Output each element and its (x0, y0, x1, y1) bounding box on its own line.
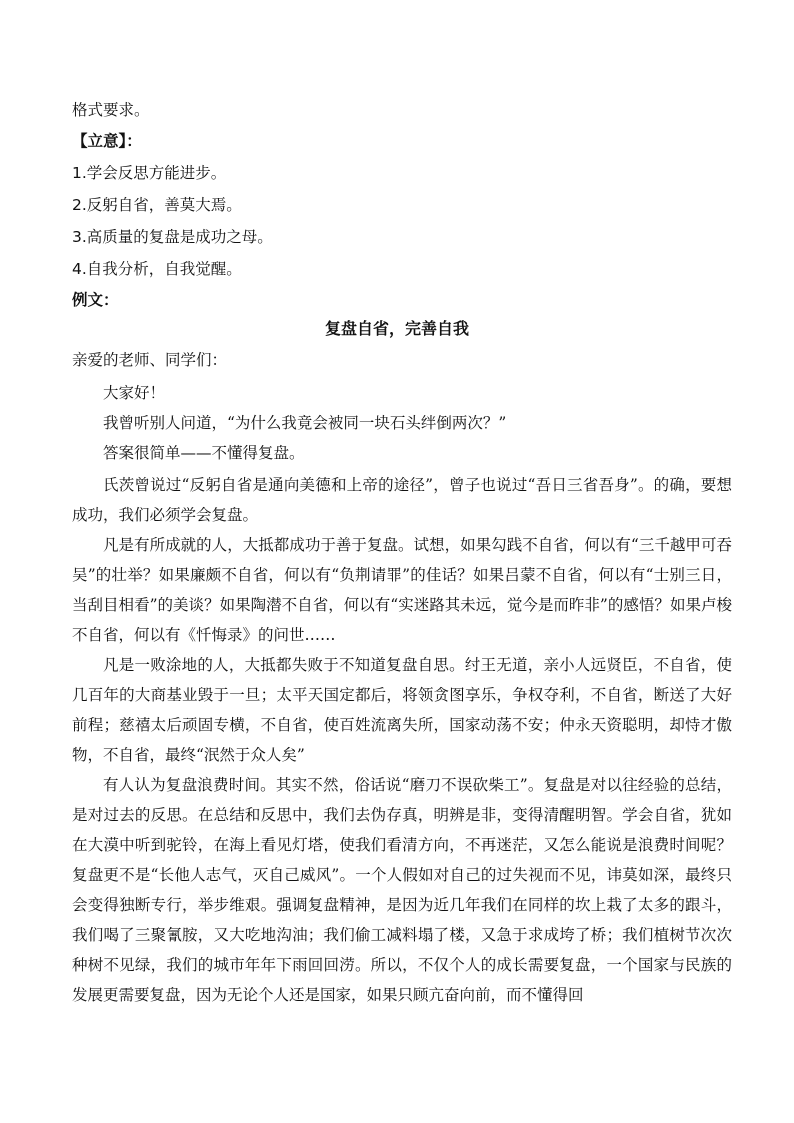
liyi-item-3: 3.高质量的复盘是成功之母。 (72, 228, 273, 246)
essay-paragraph-3: 凡是一败涂地的人，大抵都失败于不知道复盘自思。纣王无道，亲小人远贤臣，不自省，使几百年的大商基业毁于一旦；太平天国定都后，将领贪图享乐，争权夺利，不自省，断送了大好前程；慈禧太后顽固专横，不自省，使百姓流离失所，国家动荡不安；仲永天资聪明，却恃才傲物，不自省，最终“泯然于众人矣” (72, 656, 732, 764)
liyi-item-2: 2.反躬自省，善莫大焉。 (72, 196, 242, 214)
essay-salutation: 亲爱的老师、同学们： (72, 351, 228, 369)
essay-paragraph-1: 氏茨曾说过“反躬自省是通向美德和上帝的途径”，曾子也说过“吾日三省吾身”。的确，要想成功，我们必须学会复盘。 (72, 476, 732, 524)
liyi-item-4: 4.自我分析，自我觉醒。 (72, 260, 242, 278)
essay-title: 复盘自省，完善自我 (324, 319, 469, 338)
section-heading-example: 例文： (72, 291, 119, 309)
essay-paragraph-4: 有人认为复盘浪费时间。其实不然，俗话说“磨刀不误砍柴工”。复盘是对以往经验的总结，是对过去的反思。在总结和反思中，我们去伪存真，明辨是非，变得清醒明智。学会自省，犹如在大漠中听到驼铃，在海上看见灯塔，使我们看清方向，不再迷茫，又怎么能说是浪费时间呢？复盘更不是“长他人志气，灭自己威风”。一个人假如对自己的过失视而不见，讳莫如深，最终只会变得独断专行，举步维艰。强调复盘精神，是因为近几年我们在同样的坎上栽了太多的跟斗，我们喝了三聚氰胺，又大吃地沟油；我们偷工减料塌了楼，又急于求成垮了桥；我们植树节次次种树不见绿，我们的城市年年下雨回回涝。所以，不仅个人的成长需要复盘，一个国家与民族的发展更需要复盘，因为无论个人还是国家，如果只顾亢奋向前，而不懂得回 (72, 776, 732, 1004)
liyi-item-1: 1.学会反思方能进步。 (72, 164, 227, 182)
format-note: 格式要求。 (72, 101, 150, 119)
essay-paragraph-2: 凡是有所成就的人，大抵都成功于善于复盘。试想，如果勾践不自省，何以有“三千越甲可吞吴”的壮举？如果廉颇不自省，何以有“负荆请罪”的佳话？如果吕蒙不自省，何以有“士别三日，当刮目相看”的美谈？如果陶潜不自省，何以有“实迷路其未远，觉今是而昨非”的感悟？如果卢梭不自省，何以有《忏悔录》的问世…… (72, 536, 732, 644)
essay-greeting: 大家好！ (103, 384, 166, 402)
section-heading-liyi: 【立意】： (72, 132, 142, 150)
essay-answer: 答案很简单——不懂得复盘。 (103, 444, 305, 462)
essay-question: 我曾听别人问道，“为什么我竟会被同一块石头绊倒两次？” (103, 414, 507, 432)
